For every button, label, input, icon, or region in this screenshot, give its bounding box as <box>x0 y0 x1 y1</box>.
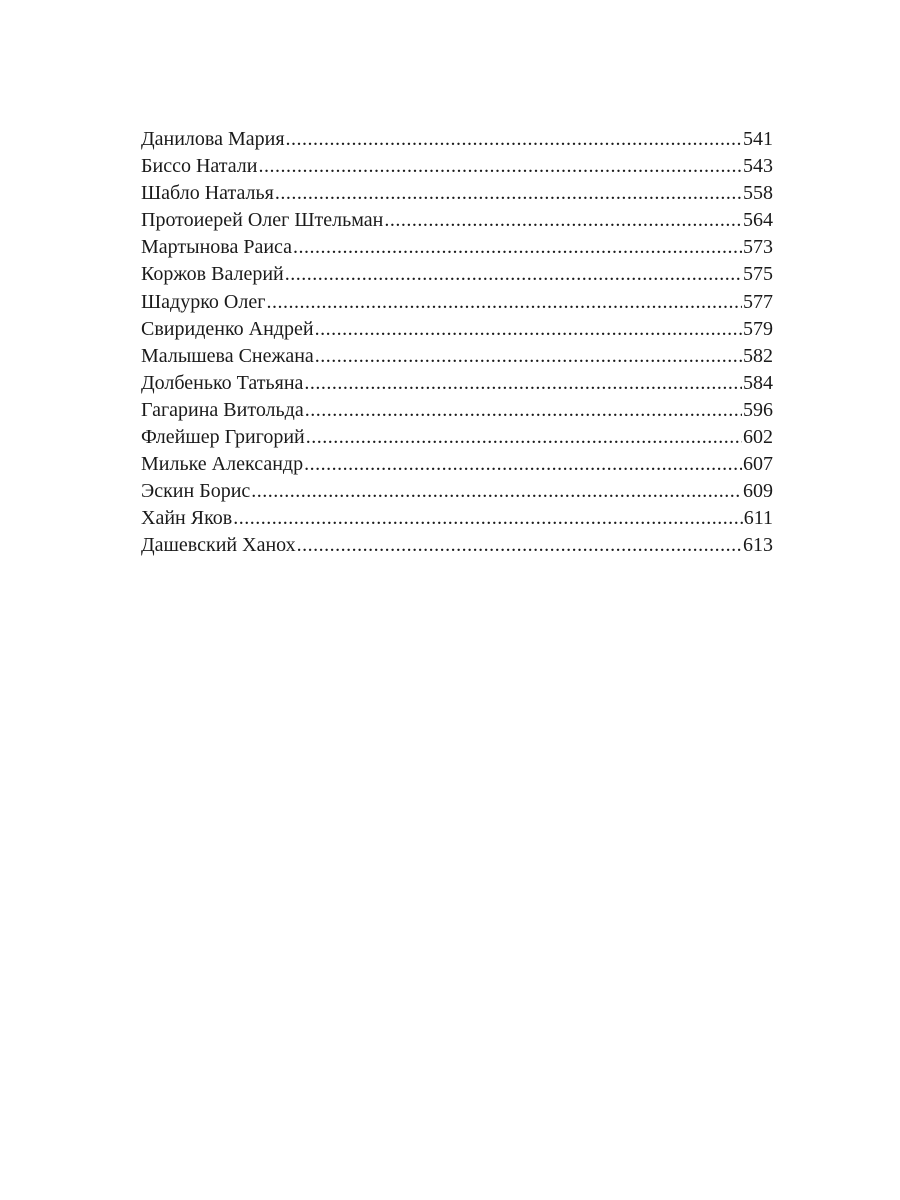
toc-entry-page-number: 611 <box>743 507 773 530</box>
toc-entry-page-number: 577 <box>743 290 773 313</box>
toc-entry-name: Хайн Яков <box>141 507 233 530</box>
toc-entry-page-number: 582 <box>743 344 773 367</box>
toc-entry-name: Коржов Валерий <box>141 263 284 286</box>
table-of-contents <box>141 126 773 560</box>
toc-entry-name: Флейшер Григорий <box>141 426 305 449</box>
toc-entry <box>141 234 773 261</box>
toc-entry-page-number: 541 <box>743 128 773 150</box>
toc-entry-name: Протоиерей Олег Штельман <box>141 209 384 232</box>
toc-entry-name: Мильке Александр <box>141 453 304 476</box>
toc-entry-page-number: 607 <box>743 453 773 476</box>
toc-entry-name: Данилова Мария <box>141 128 285 150</box>
toc-entry-name: Гагарина Витольда <box>141 398 304 421</box>
dot-leader <box>258 153 742 180</box>
toc-entry-name: Дашевский Ханох <box>141 534 296 557</box>
dot-leader <box>233 505 743 532</box>
toc-entry-page-number: 573 <box>743 236 773 259</box>
toc-entry <box>141 451 773 478</box>
toc-entry-page-number: 579 <box>743 317 773 340</box>
toc-entry-name: Малышева Снежана <box>141 344 314 367</box>
toc-entry <box>141 289 773 316</box>
toc-entry-page-number: 602 <box>743 426 773 449</box>
toc-entry <box>141 343 773 370</box>
toc-entry <box>141 397 773 424</box>
toc-entry-page-number: 584 <box>743 371 773 394</box>
toc-entry <box>141 126 773 153</box>
dot-leader <box>315 343 742 370</box>
toc-entry <box>141 370 773 397</box>
dot-leader <box>286 126 742 153</box>
toc-entry <box>141 532 773 559</box>
toc-entry <box>141 505 773 532</box>
dot-leader <box>315 316 742 343</box>
toc-entry-page-number: 609 <box>743 480 773 503</box>
toc-entry <box>141 261 773 288</box>
toc-entry-page-number: 596 <box>743 398 773 421</box>
toc-entry-name: Долбенько Татьяна <box>141 371 304 394</box>
toc-entry <box>141 207 773 234</box>
toc-entry <box>141 316 773 343</box>
toc-entry-name: Мартынова Раиса <box>141 236 293 259</box>
toc-entry-name: Шабло Наталья <box>141 182 274 205</box>
toc-entry-page-number: 564 <box>743 209 773 232</box>
dot-leader <box>275 180 742 207</box>
toc-entry-page-number: 613 <box>743 534 773 557</box>
dot-leader <box>305 397 742 424</box>
toc-entry-page-number: 575 <box>743 263 773 286</box>
toc-entry <box>141 153 773 180</box>
toc-entry <box>141 180 773 207</box>
toc-entry <box>141 478 773 505</box>
dot-leader <box>306 424 742 451</box>
dot-leader <box>293 234 742 261</box>
dot-leader <box>304 451 742 478</box>
dot-leader <box>266 289 742 316</box>
toc-entry-name: Эскин Борис <box>141 480 251 503</box>
dot-leader <box>285 261 742 288</box>
dot-leader <box>384 207 742 234</box>
dot-leader <box>297 532 742 559</box>
toc-entry-name: Свириденко Андрей <box>141 317 314 340</box>
toc-entry <box>141 424 773 451</box>
toc-entry-name: Шадурко Олег <box>141 290 266 313</box>
dot-leader <box>251 478 742 505</box>
toc-entry-name: Биссо Натали <box>141 155 258 178</box>
dot-leader <box>304 370 742 397</box>
toc-entry-page-number: 543 <box>743 155 773 178</box>
toc-entry-page-number: 558 <box>743 182 773 205</box>
